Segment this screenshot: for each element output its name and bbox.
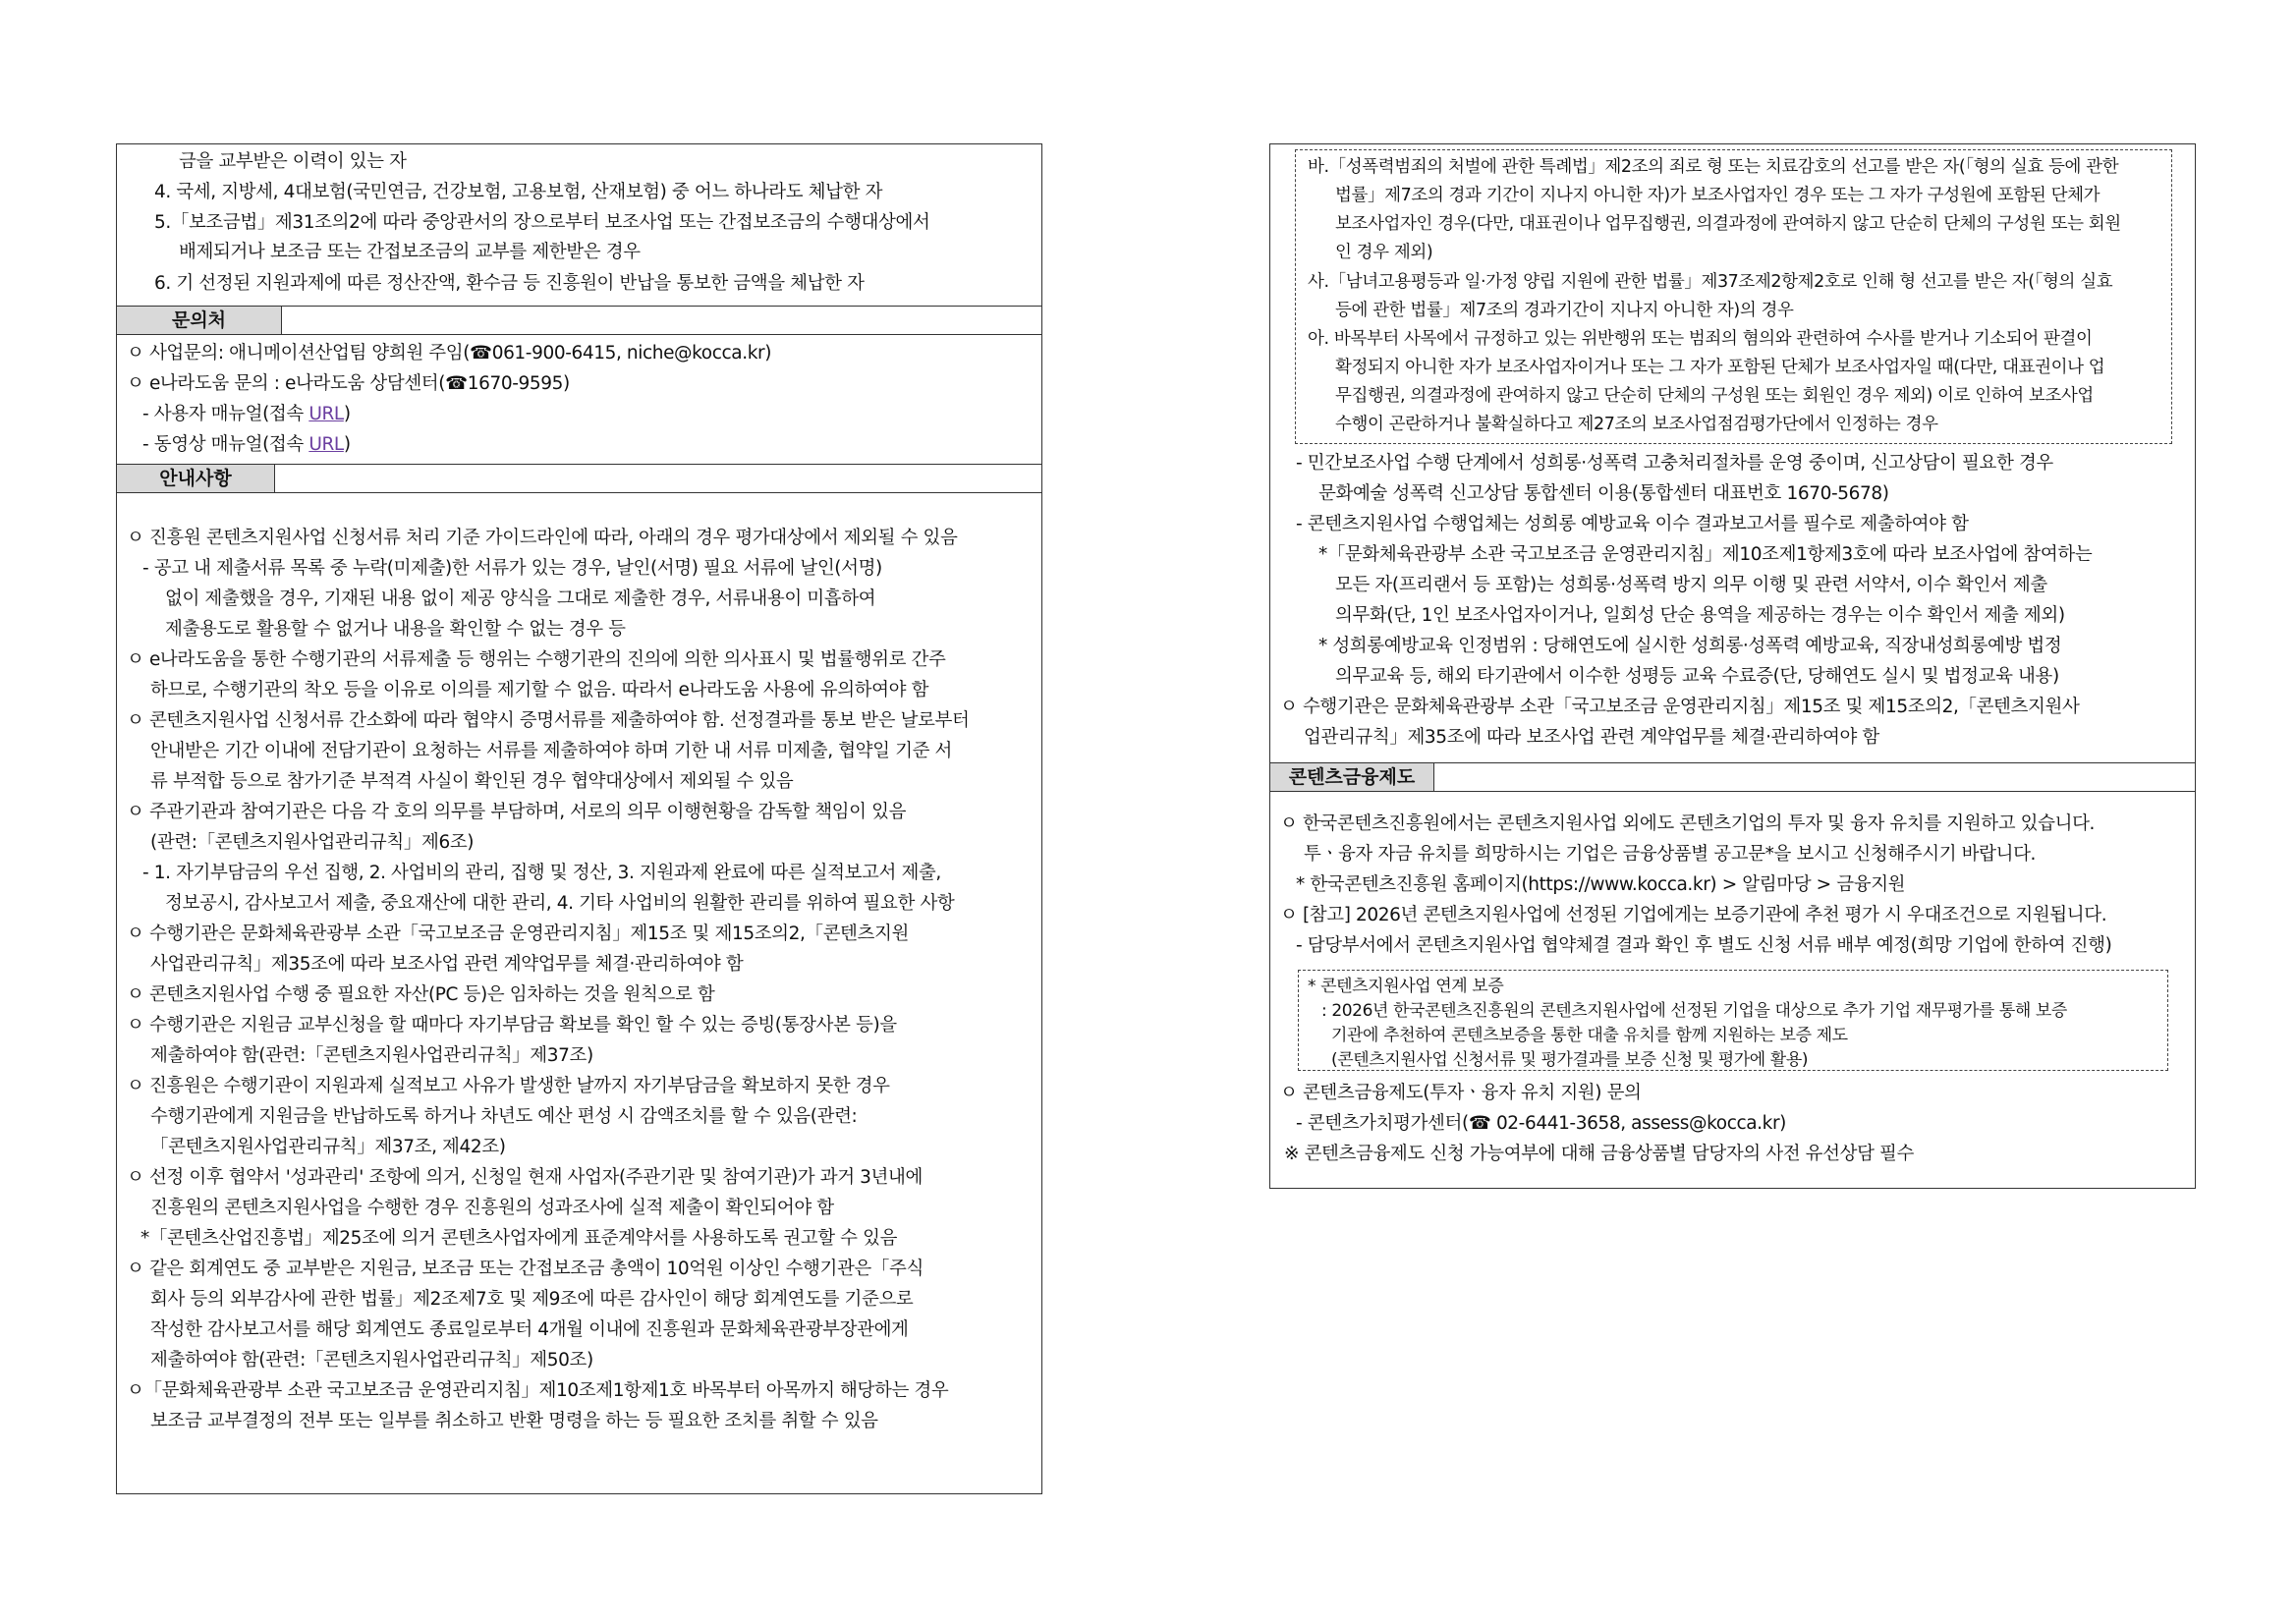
text-line: ㅇ 사업문의: 애니메이션산업팀 양희원 주임(☎061-900-6415, niche@kocca.kr) <box>127 343 772 364</box>
text-line: (관련:「콘텐츠지원사업관리규칙」제6조) <box>150 832 475 853</box>
finance-header-row <box>1270 762 2195 792</box>
text-line: ㅇ「문화체육관광부 소관 국고보조금 운영관리지침」제10조제1항제1호 바목부터 아목까지 해당하는 경우 <box>127 1380 949 1401</box>
text-line: ㅇ 같은 회계연도 중 교부받은 지원금, 보조금 또는 간접보조금 총액이 10억원 이상인 수행기관은「주식 <box>127 1259 924 1279</box>
text-line: 금을 교부받은 이력이 있는 자 <box>179 151 407 172</box>
text-line: 정보공시, 감사보고서 제출, 중요재산에 대한 관리, 4. 기타 사업비의 원활한 관리를 위하여 필요한 사항 <box>165 893 955 914</box>
text-line: - 담당부서에서 콘텐츠지원사업 협약체결 결과 확인 후 별도 신청 서류 배부 예정(희망 기업에 한하여 진행) <box>1296 935 2112 956</box>
text-line: ㅇ 주관기관과 참여기관은 다음 각 호의 의무를 부담하며, 서로의 의무 이행현황을 감독할 책임이 있음 <box>127 802 907 822</box>
text-line: 제출하여야 함(관련:「콘텐츠지원사업관리규칙」제50조) <box>150 1350 593 1371</box>
text-line: 수행이 곤란하거나 불확실하다고 제27조의 보조사업점검평가단에서 인정하는 경우 <box>1335 415 1938 434</box>
text-line: 바.「성폭력범죄의 처벌에 관한 특례법」제2조의 죄로 형 또는 치료감호의 선고를 받은 자(「형의 실효 등에 관한 <box>1308 157 2119 177</box>
text-line: ㅇ 수행기관은 문화체육관광부 소관「국고보조금 운영관리지침」제15조 및 제15조의2,「콘텐츠지원사 <box>1280 697 2080 717</box>
text-line: ㅇ e나라도움을 통한 수행기관의 서류제출 등 행위는 수행기관의 진의에 의한 의사표시 및 법률행위로 간주 <box>127 649 946 670</box>
manual-user-line: - 사용자 매뉴얼(접속 URL) <box>142 404 351 424</box>
text-line: 류 부적합 등으로 참가기준 부적격 사실이 확인된 경우 협약대상에서 제외될 수 있음 <box>150 771 794 792</box>
text-line: 사업관리규칙」제35조에 따라 보조사업 관련 계약업무를 체결·관리하여야 함 <box>150 954 744 975</box>
text-line: ㅇ 콘텐츠금융제도(투자ㆍ융자 유치 지원) 문의 <box>1280 1083 1642 1103</box>
text-line: 작성한 감사보고서를 해당 회계연도 종료일로부터 4개월 이내에 진흥원과 문화체육관광부장관에게 <box>150 1319 909 1340</box>
text-line: 인 경우 제외) <box>1335 243 1433 262</box>
text-line: 회사 등의 외부감사에 관한 법률」제2조제7호 및 제9조에 따른 감사인이 해당 회계연도를 기준으로 <box>150 1289 914 1310</box>
text-line: 의무화(단, 1인 보조사업자이거나, 일회성 단순 용역을 제공하는 경우는 이수 확인서 제출 제외) <box>1335 605 2065 626</box>
manual-user-link[interactable]: URL <box>308 404 344 424</box>
text-line: 수행기관에게 지원금을 반납하도록 하거나 차년도 예산 편성 시 감액조치를 할 수 있음(관련: <box>150 1106 858 1127</box>
text-line: 사.「남녀고용평등과 일·가정 양립 지원에 관한 법률」제37조제2항제2호로 인해 형 선고를 받은 자(「형의 실효 <box>1308 272 2113 292</box>
text-line: 법률」제7조의 경과 기간이 지나지 아니한 자)가 보조사업자인 경우 또는 그 자가 구성원에 포함된 단체가 <box>1335 186 2100 205</box>
text-line: 6. 기 선정된 지원과제에 따른 정산잔액, 환수금 등 진흥원이 반납을 통보한 금액을 체납한 자 <box>154 273 865 294</box>
manual-video-link[interactable]: URL <box>308 434 344 455</box>
text-line: (콘텐츠지원사업 신청서류 및 평가결과를 보증 신청 및 평가에 활용) <box>1331 1050 1809 1070</box>
text-line: ※ 콘텐츠금융제도 신청 가능여부에 대해 금융상품별 담당자의 사전 유선상담 필수 <box>1284 1144 1914 1164</box>
text-line: * 성희롱예방교육 인정범위 : 당해연도에 실시한 성희롱·성폭력 예방교육, 직장내성희롱예방 법정 <box>1318 636 2062 656</box>
text-line: ㅇ 진흥원은 수행기관이 지원과제 실적보고 사유가 발생한 날까지 자기부담금을 확보하지 못한 경우 <box>127 1076 890 1096</box>
text-line: *「콘텐츠산업진흥법」제25조에 의거 콘텐츠사업자에게 표준계약서를 사용하도록 권고할 수 있음 <box>140 1228 898 1249</box>
text-line: 의무교육 등, 해외 타기관에서 이수한 성평등 교육 수료증(단, 당해연도 실시 및 법정교육 내용) <box>1335 666 2059 687</box>
text-line: 안내받은 기간 이내에 전담기관이 요청하는 서류를 제출하여야 하며 기한 내 서류 미제출, 협약일 기준 서 <box>150 741 952 761</box>
contact-header-row <box>117 306 1041 335</box>
text-line: 하므로, 수행기관의 착오 등을 이유로 이의를 제기할 수 없음. 따라서 e나라도움 사용에 유의하여야 함 <box>150 680 929 700</box>
text-line: ㅇ 콘텐츠지원사업 수행 중 필요한 자산(PC 등)은 임차하는 것을 원칙으로 함 <box>127 984 715 1005</box>
text-line: 보조사업자인 경우(다만, 대표권이나 업무집행권, 의결과정에 관여하지 않고 단순히 단체의 구성원 또는 회원 <box>1335 214 2121 234</box>
contact-header: 문의처 <box>117 307 282 334</box>
text-line: * 콘텐츠지원사업 연계 보증 <box>1308 977 1504 996</box>
text-line: ㅇ [참고] 2026년 콘텐츠지원사업에 선정된 기업에게는 보증기관에 추천 평가 시 우대조건으로 지원됩니다. <box>1280 905 2107 925</box>
text-line: 배제되거나 보조금 또는 간접보조금의 교부를 제한받은 경우 <box>179 242 641 262</box>
text-line: 업관리규칙」제35조에 따라 보조사업 관련 계약업무를 체결·관리하여야 함 <box>1304 727 1879 748</box>
text-line: - 콘텐츠가치평가센터(☎ 02-6441-3658, assess@kocca.kr) <box>1296 1113 1786 1134</box>
text-line: 보조금 교부결정의 전부 또는 일부를 취소하고 반환 명령을 하는 등 필요한 조치를 취할 수 있음 <box>150 1411 878 1431</box>
text-line: 문화예술 성폭력 신고상담 통합센터 이용(통합센터 대표번호 1670-5678) <box>1318 483 1889 504</box>
text-line: 없이 제출했을 경우, 기재된 내용 없이 제공 양식을 그대로 제출한 경우, 서류내용이 미흡하여 <box>165 588 876 609</box>
text-line: - 민간보조사업 수행 단계에서 성희롱·성폭력 고충처리절차를 운영 중이며, 신고상담이 필요한 경우 <box>1296 453 2053 474</box>
text-line: 투ㆍ융자 자금 유치를 희망하시는 기업은 금융상품별 공고문*을 보시고 신청해주시기 바랍니다. <box>1304 844 2037 865</box>
text-line: ㅇ 콘텐츠지원사업 신청서류 간소화에 따라 협약시 증명서류를 제출하여야 함. 선정결과를 통보 받은 날로부터 <box>127 710 970 731</box>
text-line: 무집행권, 의결과정에 관여하지 않고 단순히 단체의 구성원 또는 회원인 경우 제외) 이로 인하여 보조사업 <box>1335 386 2094 406</box>
text-line: ㅇ 선정 이후 협약서 '성과관리' 조항에 의거, 신청일 현재 사업자(주관기관 및 참여기관)가 과거 3년내에 <box>127 1167 923 1188</box>
text-line: - 1. 자기부담금의 우선 집행, 2. 사업비의 관리, 집행 및 정산, 3. 지원과제 완료에 따른 실적보고서 제출, <box>142 863 941 883</box>
manual-video-line: - 동영상 매뉴얼(접속 URL) <box>142 434 351 455</box>
finance-header: 콘텐츠금융제도 <box>1270 763 1434 791</box>
text-line: 모든 자(프리랜서 등 포함)는 성희롱·성폭력 방지 의무 이행 및 관련 서약서, 이수 확인서 제출 <box>1335 575 2047 595</box>
text-line: 진흥원의 콘텐츠지원사업을 수행한 경우 진흥원의 성과조사에 실적 제출이 확인되어야 함 <box>150 1198 834 1218</box>
text-line: : 2026년 한국콘텐츠진흥원의 콘텐츠지원사업에 선정된 기업을 대상으로 추가 기업 재무평가를 통해 보증 <box>1321 1001 2067 1021</box>
notice-header: 안내사항 <box>117 465 275 492</box>
text-line: ㅇ 진흥원 콘텐츠지원사업 신청서류 처리 기준 가이드라인에 따라, 아래의 경우 평가대상에서 제외될 수 있음 <box>127 528 958 548</box>
left-panel <box>116 143 1042 1494</box>
text-line: 제출하여야 함(관련:「콘텐츠지원사업관리규칙」제37조) <box>150 1045 593 1066</box>
text-line: * 한국콘텐츠진흥원 홈페이지(https://www.kocca.kr) > 알림마당 > 금융지원 <box>1296 874 1906 895</box>
text-line: ㅇ 수행기관은 지원금 교부신청을 할 때마다 자기부담금 확보를 확인 할 수 있는 증빙(통장사본 등)을 <box>127 1015 897 1036</box>
right-panel <box>1269 143 2196 1189</box>
text-line: - 콘텐츠지원사업 수행업체는 성희롱 예방교육 이수 결과보고서를 필수로 제출하여야 함 <box>1296 514 1969 534</box>
text-line: 등에 관한 법률」제7조의 경과기간이 지나지 아니한 자)의 경우 <box>1335 301 1794 320</box>
notice-header-row <box>117 464 1041 493</box>
text-line: 제출용도로 활용할 수 없거나 내용을 확인할 수 없는 경우 등 <box>165 619 626 640</box>
text-line: 5.「보조금법」제31조의2에 따라 중앙관서의 장으로부터 보조사업 또는 간접보조금의 수행대상에서 <box>154 212 930 233</box>
text-line: 4. 국세, 지방세, 4대보험(국민연금, 건강보험, 고용보험, 산재보험) 중 어느 하나라도 체납한 자 <box>154 182 883 202</box>
text-line: 확정되지 아니한 자가 보조사업자이거나 또는 그 자가 포함된 단체가 보조사업자일 때(다만, 대표권이나 업 <box>1335 358 2105 377</box>
text-line: 기관에 추천하여 콘텐츠보증을 통한 대출 유치를 함께 지원하는 보증 제도 <box>1331 1026 1848 1045</box>
text-line: ㅇ 한국콘텐츠진흥원에서는 콘텐츠지원사업 외에도 콘텐츠기업의 투자 및 융자 유치를 지원하고 있습니다. <box>1280 813 2096 834</box>
text-line: 「콘텐츠지원사업관리규칙」제37조, 제42조) <box>150 1137 506 1157</box>
text-line: - 공고 내 제출서류 목록 중 누락(미제출)한 서류가 있는 경우, 날인(서명) 필요 서류에 날인(서명) <box>142 558 882 579</box>
text-line: ㅇ e나라도움 문의 : e나라도움 상담센터(☎1670-9595) <box>127 373 570 394</box>
text-line: *「문화체육관광부 소관 국고보조금 운영관리지침」제10조제1항제3호에 따라 보조사업에 참여하는 <box>1318 544 2093 565</box>
text-line: ㅇ 수행기관은 문화체육관광부 소관「국고보조금 운영관리지침」제15조 및 제15조의2,「콘텐츠지원 <box>127 924 909 944</box>
text-line: 아. 바목부터 사목에서 규정하고 있는 위반행위 또는 범죄의 혐의와 관련하여 수사를 받거나 기소되어 판결이 <box>1308 329 2093 349</box>
